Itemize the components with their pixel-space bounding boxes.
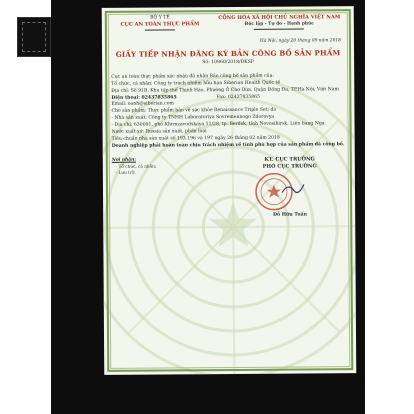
fax-line: Fax: 02437835865	[216, 94, 261, 101]
standard-line: Tiêu chuẩn nhà sản xuất số 193.196 và 197 ngày 26 tháng 02 năm 2018	[111, 135, 280, 142]
signer-name: Đỗ Hữu Tuấn	[273, 212, 308, 218]
corner-thumbnail	[17, 17, 51, 57]
address-line: Địa chỉ: Số 91B, Khu tập thể Thịnh Hào, Phường Ô Chợ Dừa, Quận Đống Đa, TP.Hà Nội, Việt Nam	[111, 87, 339, 94]
recipient-item: - Tổ chức, cá nhân;	[115, 163, 157, 170]
document-footer	[112, 157, 346, 220]
issuing-org	[111, 15, 209, 31]
signature-block	[233, 157, 346, 219]
manufacturer-address: - Địa chỉ: 630091, phố Khrmzavodskaya 11/28, tp. Berdsk, tỉnh Novosibirsk, Liên bang Nga.	[111, 121, 327, 129]
stamp-seal-icon	[244, 170, 314, 212]
signer-title: PHÓ CỤC TRƯỞNG	[262, 163, 317, 170]
email-line: Email: oanh@siberian.com	[111, 101, 174, 108]
intro-line: Cục an toàn thực phẩm xác nhận đã nhận Bản công bố sản phẩm của:	[111, 73, 274, 80]
agency-name: CỤC AN TOÀN THỰC PHẨM	[120, 21, 200, 28]
motto-underline	[254, 28, 304, 29]
official-stamp	[234, 170, 347, 213]
signer-role: KT. CỤC TRƯỞNG	[264, 156, 315, 164]
recipient-item: - Lưu trữ.	[115, 169, 136, 175]
document-body	[111, 73, 346, 150]
commitment-line: Doanh nghiệp phải hoàn toàn chịu trách nhiệm về tính phù hợp của sản phẩm đã công bố.	[111, 142, 345, 149]
document-title: GIẤY TIẾP NHẬN ĐĂNG KÝ BẢN CÔNG BỐ SẢN PHẨM	[115, 48, 341, 60]
document-content	[111, 14, 347, 367]
manufacturer-line: - Nhà sản xuất: Công ty TNHH Laboratoriya Sovremennogo Zdorovya	[111, 114, 275, 122]
document-number: Số: 10960/2018/ĐKSP	[202, 59, 254, 66]
issue-date: Hà Nội, ngày 20 tháng 09 năm 2018	[259, 37, 341, 44]
document-header	[111, 14, 345, 31]
origin-line: Nước xuất xứ: Russia sản xuất, phân loại	[111, 129, 207, 135]
certificate-document	[102, 6, 357, 375]
nation-name: CỘNG HÒA XÃ HỘI CHỦ NGHĨA VIỆT NAM	[218, 14, 341, 22]
ministry-name: BỘ Y TẾ	[150, 15, 170, 21]
national-heading	[214, 14, 345, 30]
recipients-label: Nơi nhận:	[111, 157, 136, 164]
national-motto: Độc lập - Tự do - Hạnh phúc	[244, 21, 315, 27]
product-line: Cho sản phẩm: Thực phẩm bảo vệ sức khỏe Renaissance Triple Set; do	[111, 107, 277, 115]
organization-line: Tổ chức, cá nhân: Công ty trách nhiệm hữu hạn Siberian Health Quốc tế	[111, 80, 281, 87]
org-underline	[145, 29, 175, 30]
phone-line: Điện thoại: 02437835865	[111, 95, 177, 101]
recipients-block	[112, 157, 206, 219]
